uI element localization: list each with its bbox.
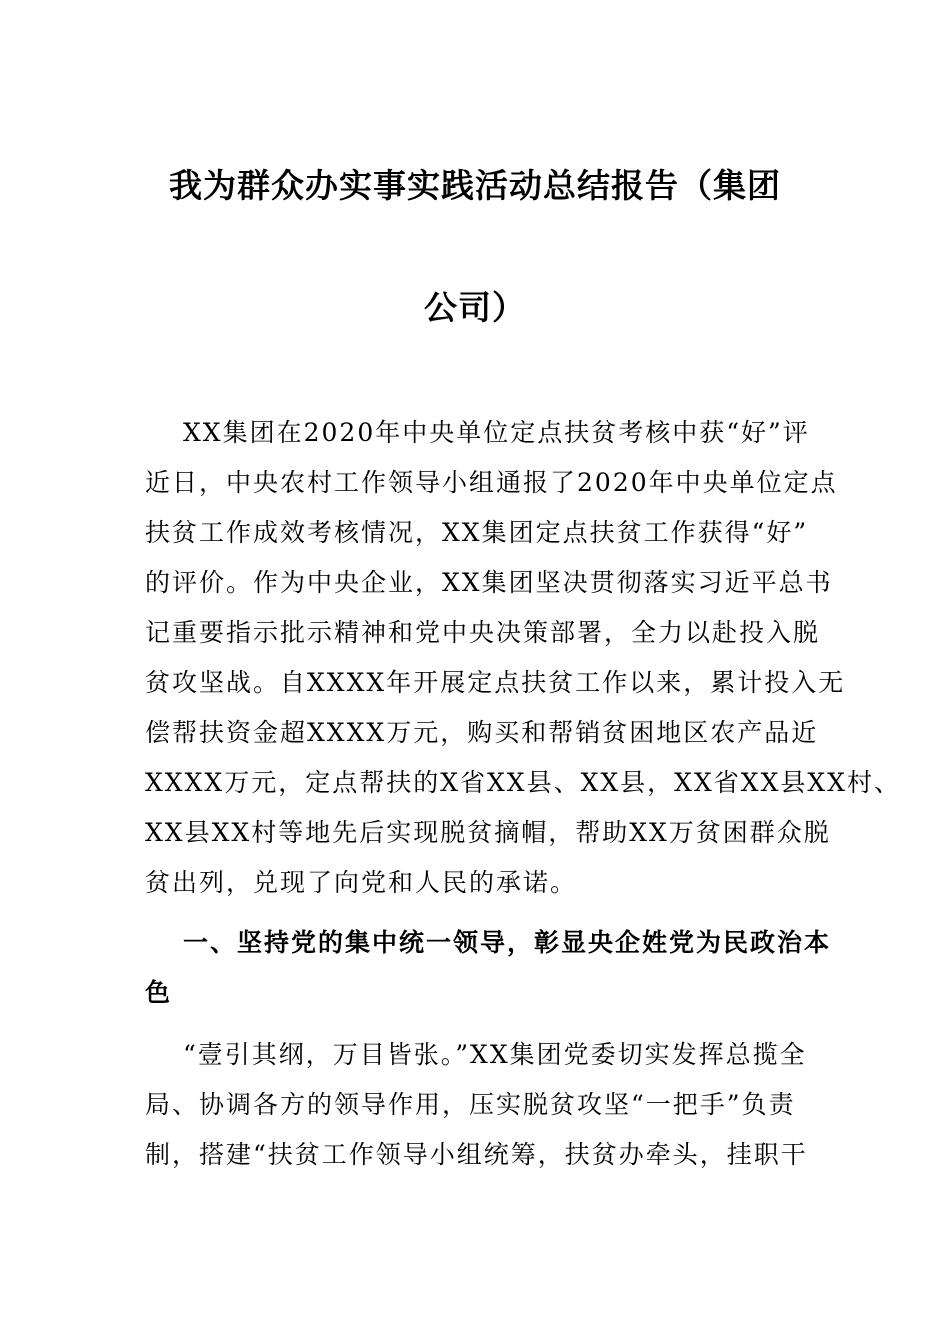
- body-line-2: 近日，中央农村工作领导小组通报了2020年中央单位定点: [145, 468, 838, 497]
- body-line-5: 记重要指示批示精神和党中央决策部署，全力以赴投入脱: [145, 618, 821, 647]
- body-line-10: 贫出列，兑现了向党和人民的承诺。: [145, 868, 578, 897]
- section-1-heading-line-2: 色: [145, 978, 173, 1007]
- body-line-1: XX集团在2020年中央单位定点扶贫考核中获“好”评: [183, 418, 810, 447]
- section-1-body-line-1: “壹引其纲，万目皆张。”XX集团党委切实发挥总揽全: [183, 1040, 807, 1069]
- section-1-heading-line-1: 一、坚持党的集中统一领导，彰显央企姓党为民政治本: [183, 928, 832, 957]
- body-line-7: 偿帮扶资金超XXXX万元，购买和帮销贫困地区农产品近: [145, 718, 819, 747]
- body-line-3: 扶贫工作成效考核情况，XX集团定点扶贫工作获得“好”: [145, 518, 809, 547]
- document-title-line-2: 公司）: [424, 288, 526, 327]
- body-line-6: 贫攻坚战。自XXXX年开展定点扶贫工作以来，累计投入无: [145, 668, 846, 697]
- section-1-body-line-2: 局、协调各方的领导作用，压实脱贫攻坚“一把手”负责: [145, 1090, 796, 1119]
- body-line-4: 的评价。作为中央企业，XX集团坚决贯彻落实习近平总书: [145, 568, 833, 597]
- body-line-8: XXXX万元，定点帮扶的X省XX县、XX县，XX省XX县XX村、: [145, 768, 901, 797]
- body-line-9: XX县XX村等地先后实现脱贫摘帽，帮助XX万贫困群众脱: [145, 818, 831, 847]
- document-title-line-1: 我为群众办实事实践活动总结报告（集团: [169, 166, 781, 205]
- section-1-body-line-3: 制，搭建“扶贫工作领导小组统筹，扶贫办牵头，挂职干: [145, 1140, 808, 1169]
